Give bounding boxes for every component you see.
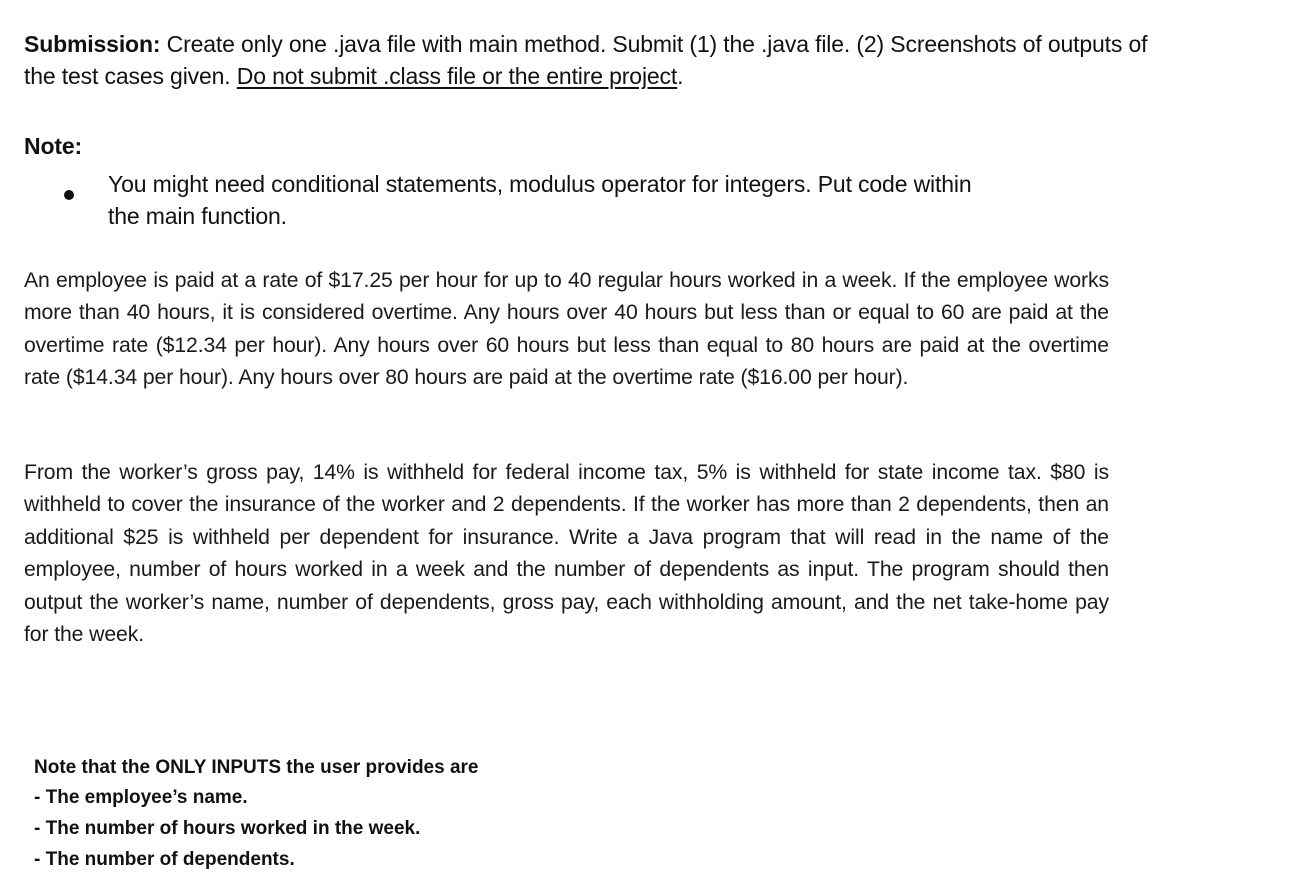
bullet-icon <box>64 190 74 200</box>
note-bullet-line-1: You might need conditional statements, modulus operator for integers. Put code within <box>108 171 972 197</box>
input-item-hours: - The number of hours worked in the week. <box>34 818 421 839</box>
submission-text-1: Create only one .java file with main method. Submit (1) the .java file. (2) Screenshots of outputs of <box>160 31 1148 57</box>
withholding-paragraph: From the worker’s gross pay, 14% is withheld for federal income tax, 5% is withheld for state income tax. $80 is withheld to cover the insurance of the worker and 2 dependents. If the worker has more than 2 dependents, then an additional $25 is withheld per dependent for insurance. Write a Java program that will read in the name of the employee, number of hours worked in a week and the number of dependents as input. The program should then output the worker’s name, number of dependents, gross pay, each withholding amount, and the net take-home pay for the week. <box>24 461 1109 647</box>
submission-label: Submission: <box>24 31 161 57</box>
submission-text-2: the test cases given. <box>24 63 237 89</box>
submission-line-1 <box>24 28 1147 60</box>
note-bullet-line-2: the main function. <box>108 203 287 229</box>
submission-period: . <box>677 63 684 89</box>
note-heading: Note: <box>24 133 83 159</box>
submission-line-2 <box>24 60 683 92</box>
inputs-note-heading: Note that the ONLY INPUTS the user provides are <box>34 757 479 778</box>
input-item-name: - The employee’s name. <box>34 787 248 808</box>
submission-underlined-warning: Do not submit .class file or the entire project <box>236 63 678 89</box>
pay-rate-paragraph: An employee is paid at a rate of $17.25 per hour for up to 40 regular hours worked in a week. If the employee works more than 40 hours, it is considered overtime. Any hours over 40 hours but less than or equal to 60 are paid at the overtime rate ($12.34 per hour). Any hours over 60 hours but less than equal to 80 hours are paid at the overtime rate ($14.34 per hour). Any hours over 80 hours are paid at the overtime rate ($16.00 per hour). <box>24 269 1109 390</box>
input-item-dependents: - The number of dependents. <box>34 849 295 870</box>
